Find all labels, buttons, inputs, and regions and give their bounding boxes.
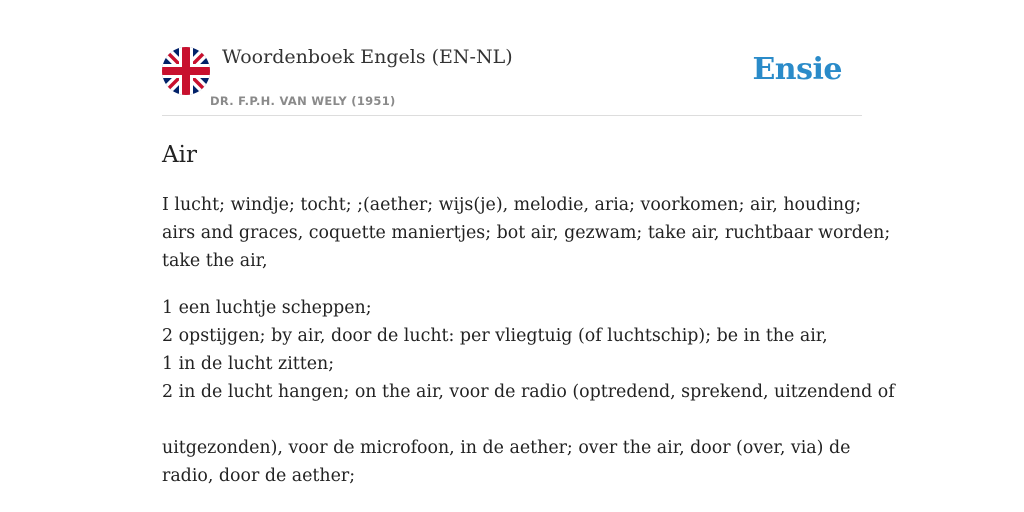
entry-headword: Air xyxy=(162,142,197,168)
definition-paragraph-1 xyxy=(162,191,891,275)
line-gap xyxy=(162,406,862,434)
dictionary-title[interactable]: Woordenboek Engels (EN-NL) xyxy=(222,46,513,68)
definition-line: I lucht; windje; tocht; ;(aether; wijs(je), melodie, aria; voorkomen; air, houding; xyxy=(162,195,862,215)
definition-line: 2 in de lucht hangen; on the air, voor de radio (optredend, sprekend, uitzendend of xyxy=(162,382,895,402)
definition-line: 1 in de lucht zitten; xyxy=(162,354,335,374)
dictionary-author: DR. F.P.H. VAN WELY (1951) xyxy=(210,94,396,108)
definition-line: airs and graces, coquette maniertjes; bot air, gezwam; take air, ruchtbaar worden; xyxy=(162,223,891,243)
definition-line: uitgezonden), voor de microfoon, in de aether; over the air, door (over, via) de xyxy=(162,438,851,458)
dictionary-entry-card xyxy=(162,40,895,490)
definition-line: radio, door de aether; xyxy=(162,466,356,486)
definition-line: 1 een luchtje scheppen; xyxy=(162,298,372,318)
definition-line: take the air, xyxy=(162,251,268,271)
dictionary-header xyxy=(162,40,862,116)
uk-flag-icon xyxy=(162,47,210,95)
ensie-logo[interactable]: Ensie xyxy=(752,52,842,87)
definition-line: 2 opstijgen; by air, door de lucht: per vliegtuig (of luchtschip); be in the air, xyxy=(162,326,828,346)
definition-paragraph-2 xyxy=(162,294,895,490)
